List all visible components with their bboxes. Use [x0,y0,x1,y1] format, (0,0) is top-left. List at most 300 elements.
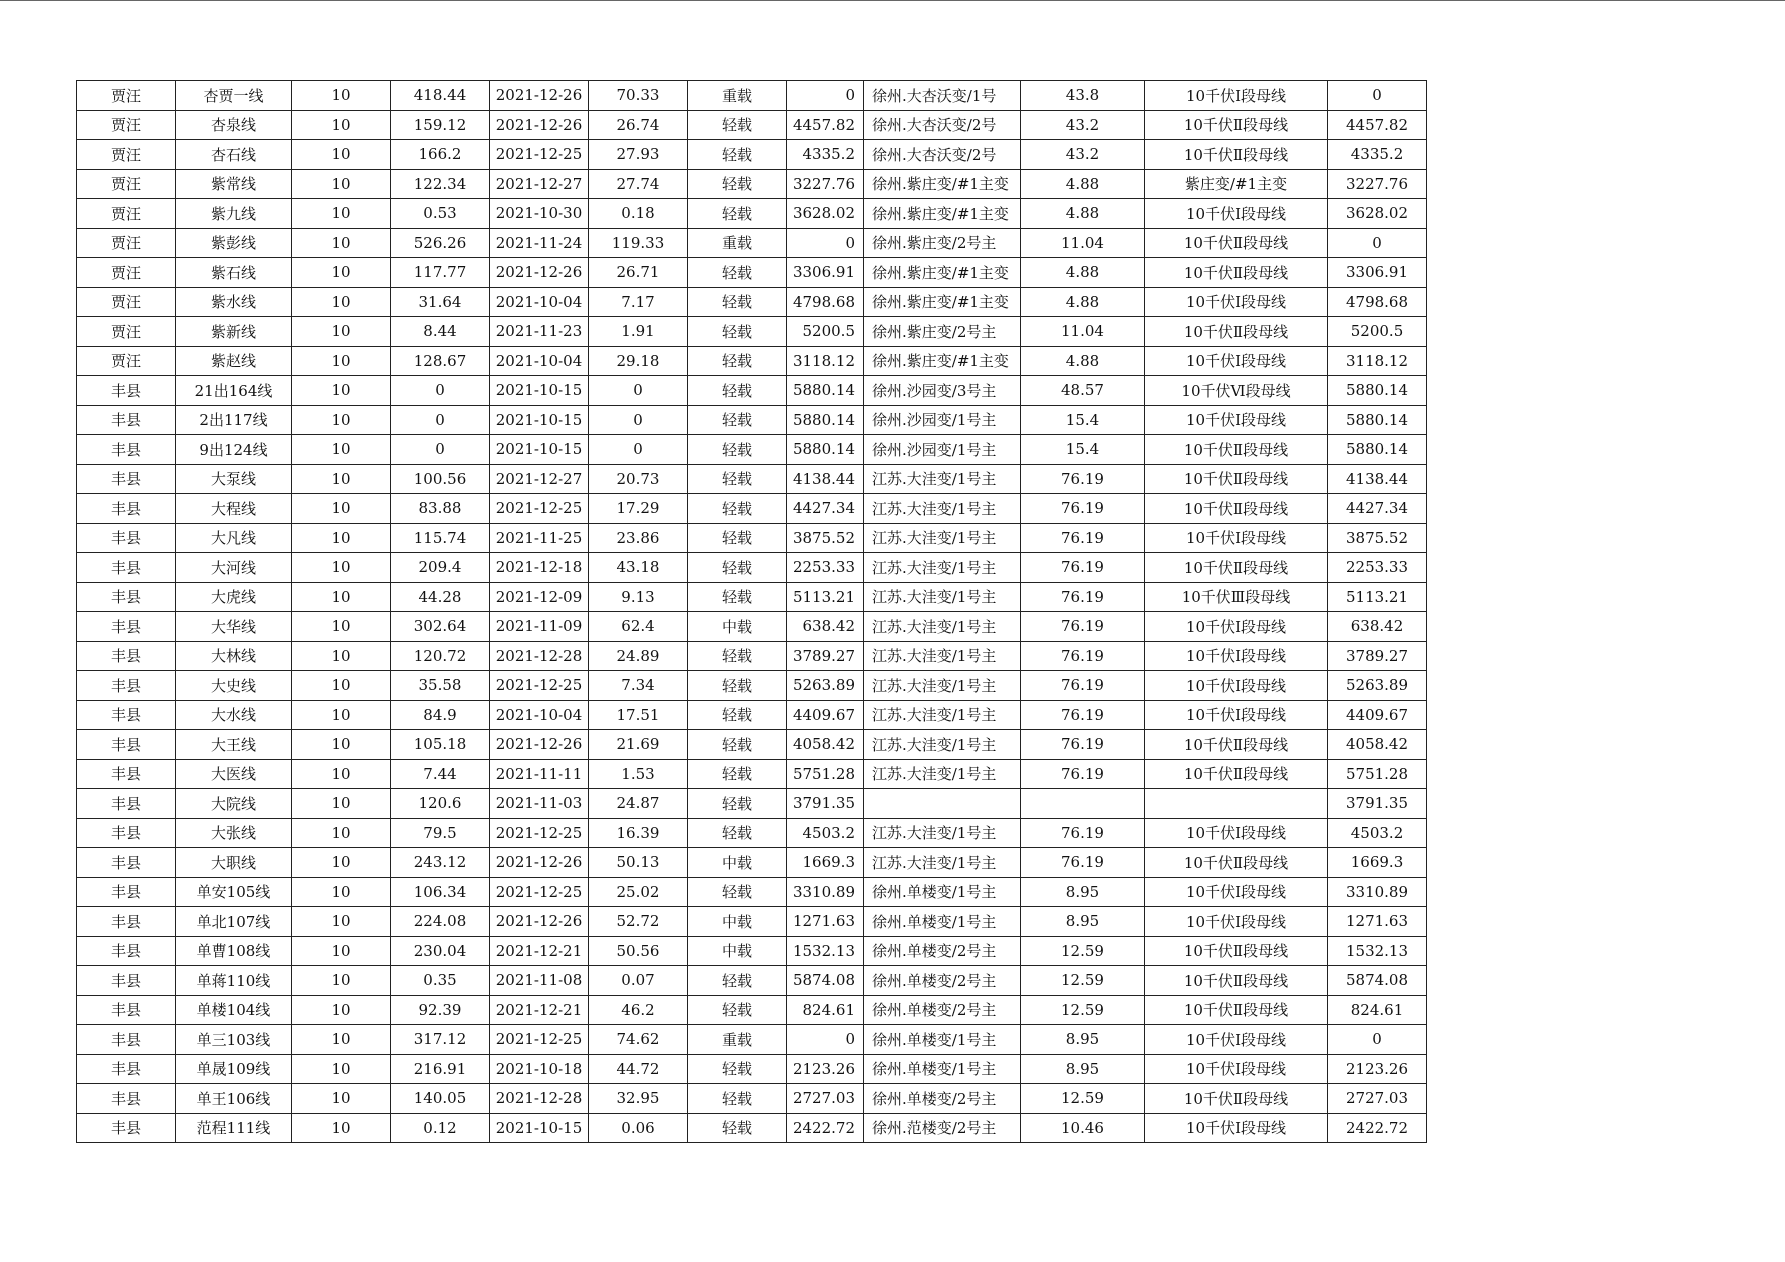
load-rate-cell: 0.18 [589,199,688,229]
table-row [77,582,1427,612]
line-name-cell: 21出164线 [176,376,292,406]
load-rate-cell: 46.2 [589,995,688,1025]
capacity-cell: 0 [787,81,864,111]
table-row [77,907,1427,937]
district-cell: 丰县 [77,995,176,1025]
capacity-cell: 2253.33 [787,553,864,583]
load-cell: 224.08 [391,907,490,937]
busbar-cell: 10千伏Ⅱ段母线 [1145,730,1328,760]
load-rate-cell: 0.07 [589,966,688,996]
voltage-cell: 10 [292,553,391,583]
voltage-cell: 10 [292,287,391,317]
line-name-cell: 紫水线 [176,287,292,317]
transformer-rate-cell: 76.19 [1021,612,1145,642]
voltage-cell: 10 [292,907,391,937]
date-cell: 2021-12-25 [490,140,589,170]
load-cell: 0.35 [391,966,490,996]
load-status-cell: 中载 [688,612,787,642]
date-cell: 2021-10-30 [490,199,589,229]
load-rate-cell: 0 [589,376,688,406]
available-capacity-cell: 4409.67 [1328,700,1427,730]
load-rate-cell: 24.87 [589,789,688,819]
district-cell: 丰县 [77,789,176,819]
district-cell: 丰县 [77,936,176,966]
capacity-cell: 4798.68 [787,287,864,317]
table-row [77,199,1427,229]
table-row [77,877,1427,907]
district-cell: 丰县 [77,641,176,671]
date-cell: 2021-12-25 [490,494,589,524]
load-cell: 122.34 [391,169,490,199]
capacity-cell: 4503.2 [787,818,864,848]
voltage-cell: 10 [292,1054,391,1084]
busbar-cell: 10千伏Ⅱ段母线 [1145,110,1328,140]
line-name-cell: 大院线 [176,789,292,819]
voltage-cell: 10 [292,1113,391,1143]
load-rate-cell: 27.74 [589,169,688,199]
substation-transformer-cell: 江苏.大洼变/1号主 [864,641,1021,671]
busbar-cell: 10千伏Ⅱ段母线 [1145,228,1328,258]
load-rate-cell: 26.74 [589,110,688,140]
load-rate-cell: 24.89 [589,641,688,671]
load-rate-cell: 7.17 [589,287,688,317]
load-status-cell: 轻载 [688,966,787,996]
load-cell: 526.26 [391,228,490,258]
district-cell: 丰县 [77,523,176,553]
voltage-cell: 10 [292,435,391,465]
date-cell: 2021-12-25 [490,1025,589,1055]
voltage-cell: 10 [292,169,391,199]
date-cell: 2021-12-26 [490,848,589,878]
available-capacity-cell: 0 [1328,228,1427,258]
table-row [77,169,1427,199]
line-name-cell: 单曹108线 [176,936,292,966]
load-status-cell: 轻载 [688,877,787,907]
substation-transformer-cell: 徐州.单楼变/1号主 [864,1025,1021,1055]
date-cell: 2021-12-26 [490,907,589,937]
district-cell: 贾汪 [77,169,176,199]
district-cell: 丰县 [77,1084,176,1114]
load-cell: 0 [391,376,490,406]
district-cell: 贾汪 [77,228,176,258]
load-rate-cell: 43.18 [589,553,688,583]
voltage-cell: 10 [292,110,391,140]
load-status-cell: 轻载 [688,287,787,317]
district-cell: 丰县 [77,1025,176,1055]
load-status-cell: 轻载 [688,818,787,848]
line-name-cell: 紫赵线 [176,346,292,376]
district-cell: 贾汪 [77,287,176,317]
load-status-cell: 轻载 [688,1084,787,1114]
transformer-rate-cell: 4.88 [1021,258,1145,288]
date-cell: 2021-12-26 [490,110,589,140]
transformer-rate-cell: 76.19 [1021,818,1145,848]
load-status-cell: 中载 [688,848,787,878]
substation-transformer-cell: 徐州.单楼变/1号主 [864,1054,1021,1084]
transformer-rate-cell: 4.88 [1021,346,1145,376]
voltage-cell: 10 [292,199,391,229]
load-rate-cell: 74.62 [589,1025,688,1055]
busbar-cell: 10千伏Ⅰ段母线 [1145,818,1328,848]
load-rate-cell: 44.72 [589,1054,688,1084]
district-cell: 丰县 [77,759,176,789]
load-rate-cell: 27.93 [589,140,688,170]
date-cell: 2021-12-25 [490,818,589,848]
line-name-cell: 9出124线 [176,435,292,465]
busbar-cell: 10千伏Ⅰ段母线 [1145,199,1328,229]
load-status-cell: 轻载 [688,700,787,730]
district-cell: 贾汪 [77,81,176,111]
load-rate-cell: 0 [589,435,688,465]
available-capacity-cell: 1532.13 [1328,936,1427,966]
date-cell: 2021-12-21 [490,995,589,1025]
capacity-cell: 2123.26 [787,1054,864,1084]
voltage-cell: 10 [292,789,391,819]
load-cell: 84.9 [391,700,490,730]
date-cell: 2021-10-15 [490,1113,589,1143]
busbar-cell: 10千伏Ⅰ段母线 [1145,877,1328,907]
date-cell: 2021-12-27 [490,464,589,494]
transformer-rate-cell: 43.2 [1021,110,1145,140]
date-cell: 2021-12-09 [490,582,589,612]
district-cell: 丰县 [77,700,176,730]
date-cell: 2021-11-24 [490,228,589,258]
load-status-cell: 轻载 [688,759,787,789]
line-name-cell: 紫新线 [176,317,292,347]
line-name-cell: 大华线 [176,612,292,642]
load-status-cell: 轻载 [688,435,787,465]
table-row [77,848,1427,878]
transformer-rate-cell: 15.4 [1021,405,1145,435]
capacity-cell: 1532.13 [787,936,864,966]
date-cell: 2021-11-03 [490,789,589,819]
busbar-cell: 10千伏Ⅱ段母线 [1145,553,1328,583]
capacity-cell: 3310.89 [787,877,864,907]
date-cell: 2021-12-27 [490,169,589,199]
load-rate-cell: 17.29 [589,494,688,524]
busbar-cell: 10千伏Ⅰ段母线 [1145,523,1328,553]
voltage-cell: 10 [292,1025,391,1055]
available-capacity-cell: 5200.5 [1328,317,1427,347]
transformer-rate-cell: 76.19 [1021,730,1145,760]
substation-transformer-cell: 徐州.单楼变/2号主 [864,995,1021,1025]
load-cell: 243.12 [391,848,490,878]
load-status-cell: 轻载 [688,789,787,819]
capacity-cell: 5751.28 [787,759,864,789]
busbar-cell: 10千伏Ⅱ段母线 [1145,317,1328,347]
load-cell: 92.39 [391,995,490,1025]
substation-transformer-cell: 徐州.单楼变/2号主 [864,966,1021,996]
transformer-rate-cell: 76.19 [1021,494,1145,524]
substation-transformer-cell: 徐州.沙园变/1号主 [864,435,1021,465]
load-status-cell: 轻载 [688,258,787,288]
date-cell: 2021-10-04 [490,346,589,376]
district-cell: 贾汪 [77,258,176,288]
capacity-cell: 1271.63 [787,907,864,937]
substation-transformer-cell: 徐州.紫庄变/#1主变 [864,287,1021,317]
load-rate-cell: 23.86 [589,523,688,553]
transformer-rate-cell: 76.19 [1021,523,1145,553]
load-cell: 106.34 [391,877,490,907]
table-row [77,936,1427,966]
district-cell: 丰县 [77,464,176,494]
voltage-cell: 10 [292,582,391,612]
available-capacity-cell: 4335.2 [1328,140,1427,170]
substation-transformer-cell: 徐州.紫庄变/#1主变 [864,258,1021,288]
line-name-cell: 紫石线 [176,258,292,288]
table-row [77,995,1427,1025]
substation-transformer-cell: 徐州.沙园变/3号主 [864,376,1021,406]
substation-transformer-cell: 徐州.单楼变/1号主 [864,907,1021,937]
busbar-cell: 10千伏Ⅱ段母线 [1145,848,1328,878]
line-name-cell: 单王106线 [176,1084,292,1114]
busbar-cell: 10千伏Ⅱ段母线 [1145,936,1328,966]
capacity-cell: 2727.03 [787,1084,864,1114]
date-cell: 2021-12-21 [490,936,589,966]
voltage-cell: 10 [292,1084,391,1114]
table-row [77,435,1427,465]
available-capacity-cell: 1271.63 [1328,907,1427,937]
transformer-rate-cell: 76.19 [1021,759,1145,789]
load-status-cell: 轻载 [688,169,787,199]
district-cell: 贾汪 [77,199,176,229]
table-row [77,376,1427,406]
voltage-cell: 10 [292,140,391,170]
available-capacity-cell: 5874.08 [1328,966,1427,996]
line-name-cell: 单三103线 [176,1025,292,1055]
load-status-cell: 中载 [688,907,787,937]
available-capacity-cell: 5880.14 [1328,376,1427,406]
busbar-cell: 10千伏Ⅰ段母线 [1145,612,1328,642]
load-cell: 31.64 [391,287,490,317]
load-cell: 0.53 [391,199,490,229]
table-body [77,81,1427,1143]
load-cell: 44.28 [391,582,490,612]
voltage-cell: 10 [292,376,391,406]
table-row [77,494,1427,524]
voltage-cell: 10 [292,612,391,642]
substation-transformer-cell: 江苏.大洼变/1号主 [864,759,1021,789]
available-capacity-cell: 3227.76 [1328,169,1427,199]
load-cell: 0 [391,435,490,465]
load-rate-cell: 16.39 [589,818,688,848]
busbar-cell: 10千伏Ⅱ段母线 [1145,435,1328,465]
voltage-cell: 10 [292,494,391,524]
line-name-cell: 大泵线 [176,464,292,494]
table-row [77,228,1427,258]
line-name-cell: 范程111线 [176,1113,292,1143]
transformer-rate-cell: 11.04 [1021,228,1145,258]
voltage-cell: 10 [292,671,391,701]
transformer-rate-cell: 8.95 [1021,1025,1145,1055]
load-cell: 209.4 [391,553,490,583]
available-capacity-cell: 4503.2 [1328,818,1427,848]
load-rate-cell: 50.13 [589,848,688,878]
load-rate-cell: 1.91 [589,317,688,347]
load-rate-cell: 50.56 [589,936,688,966]
table-row [77,759,1427,789]
date-cell: 2021-10-18 [490,1054,589,1084]
table-row [77,258,1427,288]
capacity-cell: 1669.3 [787,848,864,878]
line-name-cell: 大史线 [176,671,292,701]
capacity-cell: 0 [787,1025,864,1055]
load-status-cell: 轻载 [688,730,787,760]
district-cell: 贾汪 [77,346,176,376]
busbar-cell: 10千伏Ⅱ段母线 [1145,759,1328,789]
feeder-load-table [76,80,1427,1143]
load-cell: 159.12 [391,110,490,140]
transformer-rate-cell: 12.59 [1021,995,1145,1025]
capacity-cell: 4427.34 [787,494,864,524]
load-status-cell: 轻载 [688,641,787,671]
line-name-cell: 大职线 [176,848,292,878]
date-cell: 2021-11-08 [490,966,589,996]
available-capacity-cell: 3306.91 [1328,258,1427,288]
district-cell: 丰县 [77,848,176,878]
load-rate-cell: 7.34 [589,671,688,701]
load-rate-cell: 119.33 [589,228,688,258]
line-name-cell: 杏石线 [176,140,292,170]
transformer-rate-cell: 4.88 [1021,199,1145,229]
available-capacity-cell: 4427.34 [1328,494,1427,524]
available-capacity-cell: 3875.52 [1328,523,1427,553]
load-status-cell: 轻载 [688,494,787,524]
transformer-rate-cell: 76.19 [1021,641,1145,671]
substation-transformer-cell: 江苏.大洼变/1号主 [864,700,1021,730]
voltage-cell: 10 [292,936,391,966]
district-cell: 丰县 [77,730,176,760]
load-cell: 128.67 [391,346,490,376]
capacity-cell: 3306.91 [787,258,864,288]
substation-transformer-cell: 徐州.紫庄变/2号主 [864,317,1021,347]
capacity-cell: 3791.35 [787,789,864,819]
busbar-cell: 10千伏Ⅰ段母线 [1145,700,1328,730]
line-name-cell: 紫彭线 [176,228,292,258]
load-rate-cell: 26.71 [589,258,688,288]
load-cell: 140.05 [391,1084,490,1114]
busbar-cell: 10千伏Ⅰ段母线 [1145,346,1328,376]
voltage-cell: 10 [292,317,391,347]
busbar-cell: 10千伏Ⅰ段母线 [1145,405,1328,435]
line-name-cell: 单安105线 [176,877,292,907]
line-name-cell: 大虎线 [176,582,292,612]
load-cell: 115.74 [391,523,490,553]
transformer-rate-cell: 4.88 [1021,287,1145,317]
available-capacity-cell: 3310.89 [1328,877,1427,907]
capacity-cell: 4138.44 [787,464,864,494]
load-status-cell: 轻载 [688,464,787,494]
line-name-cell: 大医线 [176,759,292,789]
busbar-cell: 10千伏Ⅰ段母线 [1145,671,1328,701]
table-row [77,1113,1427,1143]
substation-transformer-cell: 徐州.大杏沃变/2号 [864,140,1021,170]
voltage-cell: 10 [292,730,391,760]
load-status-cell: 轻载 [688,995,787,1025]
district-cell: 丰县 [77,553,176,583]
voltage-cell: 10 [292,641,391,671]
load-cell: 35.58 [391,671,490,701]
date-cell: 2021-11-25 [490,523,589,553]
available-capacity-cell: 824.61 [1328,995,1427,1025]
district-cell: 贾汪 [77,317,176,347]
capacity-cell: 3628.02 [787,199,864,229]
table-row [77,110,1427,140]
load-cell: 8.44 [391,317,490,347]
table-row [77,671,1427,701]
table-row [77,140,1427,170]
table-row [77,1054,1427,1084]
table-row [77,641,1427,671]
load-cell: 120.6 [391,789,490,819]
line-name-cell: 单北107线 [176,907,292,937]
date-cell: 2021-11-11 [490,759,589,789]
district-cell: 丰县 [77,671,176,701]
voltage-cell: 10 [292,995,391,1025]
table-row [77,966,1427,996]
transformer-rate-cell: 12.59 [1021,936,1145,966]
date-cell: 2021-12-26 [490,258,589,288]
voltage-cell: 10 [292,81,391,111]
busbar-cell: 紫庄变/#1主变 [1145,169,1328,199]
substation-transformer-cell: 徐州.沙园变/1号主 [864,405,1021,435]
transformer-rate-cell: 43.2 [1021,140,1145,170]
load-cell: 7.44 [391,759,490,789]
page-top-rule [0,0,1785,1]
district-cell: 丰县 [77,582,176,612]
available-capacity-cell: 5113.21 [1328,582,1427,612]
transformer-rate-cell: 8.95 [1021,877,1145,907]
load-cell: 83.88 [391,494,490,524]
date-cell: 2021-12-28 [490,1084,589,1114]
substation-transformer-cell: 徐州.单楼变/2号主 [864,1084,1021,1114]
busbar-cell: 10千伏Ⅱ段母线 [1145,966,1328,996]
capacity-cell: 5874.08 [787,966,864,996]
voltage-cell: 10 [292,228,391,258]
available-capacity-cell: 4798.68 [1328,287,1427,317]
load-cell: 0 [391,405,490,435]
voltage-cell: 10 [292,346,391,376]
available-capacity-cell: 4058.42 [1328,730,1427,760]
district-cell: 丰县 [77,435,176,465]
capacity-cell: 5880.14 [787,376,864,406]
load-status-cell: 轻载 [688,199,787,229]
line-name-cell: 紫九线 [176,199,292,229]
capacity-cell: 3227.76 [787,169,864,199]
substation-transformer-cell [864,789,1021,819]
available-capacity-cell: 5880.14 [1328,435,1427,465]
available-capacity-cell: 5880.14 [1328,405,1427,435]
substation-transformer-cell: 江苏.大洼变/1号主 [864,848,1021,878]
table-row [77,287,1427,317]
substation-transformer-cell: 徐州.紫庄变/2号主 [864,228,1021,258]
voltage-cell: 10 [292,405,391,435]
available-capacity-cell: 638.42 [1328,612,1427,642]
voltage-cell: 10 [292,818,391,848]
capacity-cell: 5880.14 [787,405,864,435]
voltage-cell: 10 [292,759,391,789]
load-status-cell: 轻载 [688,553,787,583]
load-status-cell: 轻载 [688,346,787,376]
line-name-cell: 单楼104线 [176,995,292,1025]
district-cell: 丰县 [77,494,176,524]
capacity-cell: 2422.72 [787,1113,864,1143]
transformer-rate-cell: 76.19 [1021,671,1145,701]
capacity-cell: 4409.67 [787,700,864,730]
load-status-cell: 轻载 [688,582,787,612]
available-capacity-cell: 5263.89 [1328,671,1427,701]
date-cell: 2021-10-04 [490,700,589,730]
